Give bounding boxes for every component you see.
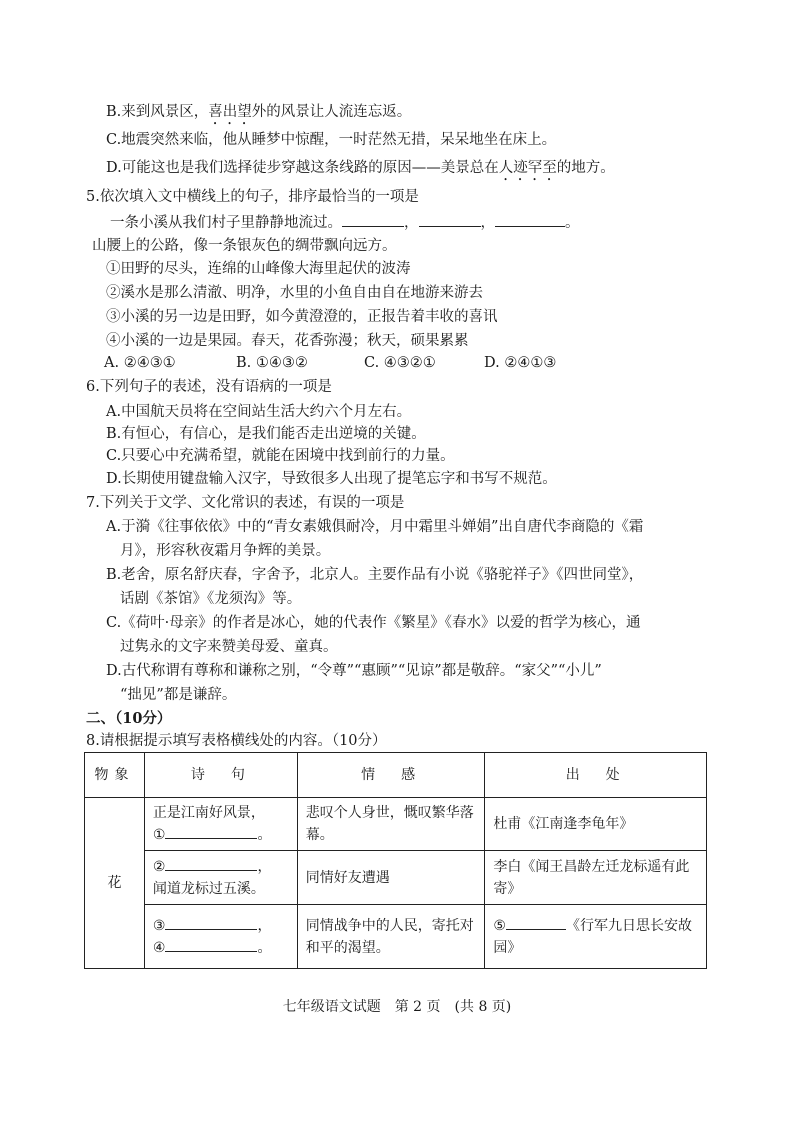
poem-table	[84, 752, 707, 969]
poem-line: ③ ，	[153, 915, 289, 937]
object-cell: 花	[85, 798, 145, 969]
answer-blank-5[interactable]	[506, 915, 566, 930]
header-source: 出 处	[485, 753, 707, 798]
q6-option-a: A.中国航天员将在空间站生活大约六个月左右。	[106, 404, 412, 420]
table-row	[85, 905, 707, 969]
q7-option-a-line-1: A.于漪《往事依依》中的“青女素娥俱耐冷，月中霜里斗婵娟”出自唐代李商隐的《霜	[106, 519, 644, 535]
q7-option-c-line-1: C.《荷叶·母亲》的作者是冰心，她的代表作《繁星》《春水》以爱的哲学为核心，通	[106, 615, 641, 631]
q5-choice-c: C. ④③②①	[364, 355, 436, 371]
table-row	[85, 798, 707, 851]
source-cell: ⑤ 《行军九日思长安故园》	[485, 905, 707, 969]
answer-blank-4[interactable]	[165, 937, 257, 952]
header-emotion: 情 感	[297, 753, 485, 798]
poem-cell	[144, 851, 297, 905]
poem-line: ④ 。	[153, 937, 289, 959]
q5-stem: 5.依次填入文中横线上的句子，排序最恰当的一项是	[86, 189, 419, 205]
source-cell: 李白《闻王昌龄左迁龙标遥有此寄》	[485, 851, 707, 905]
q6-option-b: B.有恒心，有信心，是我们能否走出逆境的关键。	[106, 426, 426, 442]
page-footer: 七年级语文试题 第 2 页 (共 8 页)	[282, 999, 512, 1015]
q7-option-a-line-2: 月》，形容秋夜霜月争辉的美景。	[120, 543, 331, 559]
table-header-row	[85, 753, 707, 798]
q5-choice-b: B. ①④③②	[236, 355, 308, 371]
q6-option-d: D.长期使用键盘输入汉字，导致很多人出现了提笔忘字和书写不规范。	[106, 471, 557, 487]
q8-stem: 8.请根据提示填写表格横线处的内容。（10分）	[86, 733, 387, 749]
emotion-cell: 同情好友遭遇	[297, 851, 485, 905]
poem-line: 正是江南好风景，	[152, 805, 265, 821]
q4-option-d: D.可能这也是我们选择徒步穿越这条线路的原因——美景总在人迹罕至的地方。	[106, 160, 615, 176]
poem-cell	[144, 798, 297, 851]
emotion-cell: 同情战争中的人民，寄托对和平的渴望。	[297, 905, 485, 969]
q5-choice-a: A. ②④③①	[104, 355, 176, 371]
q5-passage-line-1: 一条小溪从我们村子里静静地流过。 ， ， 。	[110, 212, 580, 233]
q7-option-d-line-1: D.古代称谓有尊称和谦称之别，“令尊”“惠顾”“见谅”都是敬辞。“家父”“小儿”	[106, 663, 602, 679]
answer-blank-1[interactable]	[165, 824, 257, 839]
q7-option-b-line-2: 话剧《茶馆》《龙须沟》等。	[120, 591, 302, 607]
q7-option-c-line-2: 过隽永的文字来赞美母爱、童真。	[120, 639, 338, 655]
section-2-heading: 二、（10分）	[86, 710, 172, 727]
poem-line: ① 。	[153, 824, 289, 846]
emotion-cell: 悲叹个人身世，慨叹繁华落幕。	[297, 798, 485, 851]
q5-passage-line-2: 山腰上的公路，像一条银灰色的绸带飘向远方。	[92, 238, 397, 254]
header-poem: 诗 句	[144, 753, 297, 798]
answer-blank-3[interactable]	[165, 915, 257, 930]
q5-item-3: ③小溪的另一边是田野，如今黄澄澄的，正报告着丰收的喜讯	[106, 309, 498, 325]
q5-item-1: ①田野的尽头，连绵的山峰像大海里起伏的波涛	[106, 261, 411, 277]
q7-option-d-line-2: “拙见”都是谦辞。	[120, 687, 237, 703]
poem-cell	[144, 905, 297, 969]
q5-item-4: ④小溪的一边是果园。春天，花香弥漫；秋天，硕果累累	[106, 333, 469, 349]
source-cell: 杜甫《江南逢李龟年》	[485, 798, 707, 851]
q4-option-b: B.来到风景区，喜出望外的风景让人流连忘返。	[106, 104, 412, 120]
answer-blank-2[interactable]	[165, 856, 257, 871]
q6-option-c: C.只要心中充满希望，就能在困境中找到前行的力量。	[106, 448, 455, 464]
q4-option-c: C.地震突然来临，他从睡梦中惊醒，一时茫然无措，呆呆地坐在床上。	[106, 132, 557, 148]
q7-option-b-line-1: B.老舍，原名舒庆春，字舍予，北京人。主要作品有小说《骆驼祥子》《四世同堂》，	[106, 567, 644, 583]
poem-line: ② ，	[153, 856, 289, 878]
q5-choice-d: D. ②④①③	[484, 355, 557, 371]
q7-stem: 7.下列关于文学、文化常识的表述，有误的一项是	[86, 495, 405, 511]
table-row	[85, 851, 707, 905]
header-object: 物象	[85, 753, 145, 798]
q6-stem: 6.下列句子的表述，没有语病的一项是	[86, 379, 332, 395]
q5-item-2: ②溪水是那么清澈、明净，水里的小鱼自由自在地游来游去	[106, 285, 483, 301]
poem-line: 闻道龙标过五溪。	[152, 880, 265, 897]
